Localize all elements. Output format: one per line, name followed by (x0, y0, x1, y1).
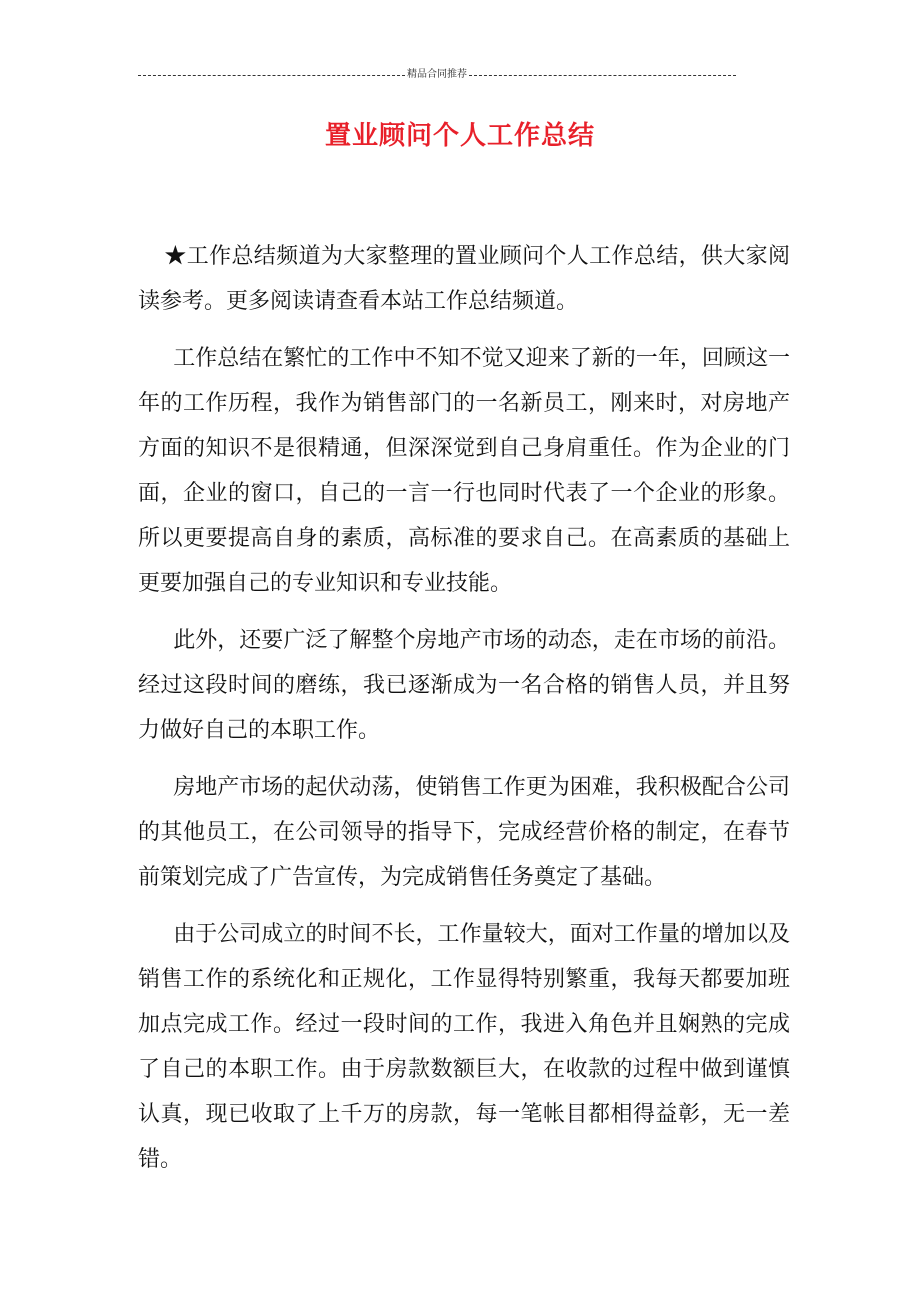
paragraph: 此外，还要广泛了解整个房地产市场的动态，走在市场的前沿。经过这段时间的磨练，我已逐渐成为一名合格的销售人员，并且努力做好自己的本职工作。 (138, 628, 790, 743)
document-title: 置业顾问个人工作总结 (324, 121, 595, 151)
paragraph: 房地产市场的起伏动荡，使销售工作更为困难，我积极配合公司的其他员工，在公司领导的指导下，完成经营价格的制定，在春节前策划完成了广告宣传，为完成销售任务奠定了基础。 (138, 775, 790, 890)
header-dash-right (469, 75, 736, 76)
paragraph: 工作总结在繁忙的工作中不知不觉又迎来了新的一年，回顾这一年的工作历程，我作为销售部门的一名新员工，刚来时，对房地产 方面的知识不是很精通，但深深觉到自己身肩重任。作为企业的门面，企业的窗口，自己的一言一行也同时代表了一个企业的形象。所以更要提高自身的素质，高标准的要求自己。在高素质的基础上更要加强自己的专业知识和专业技能。 (138, 346, 790, 596)
page-header (138, 68, 736, 82)
document-body (138, 234, 790, 1194)
paragraph-intro: ★工作总结频道为大家整理的置业顾问个人工作总结，供大家阅读参考。更多阅读请查看本站工作总结频道。 (138, 244, 790, 314)
header-label: 精品合同推荐 (407, 69, 467, 80)
paragraph: 由于公司成立的时间不长，工作量较大，面对工作量的增加以及销售工作的系统化和正规化，工作显得特别繁重，我每天都要加班加点完成工作。经过一段时间的工作，我进入角色并且娴熟的完成了自己的本职工作。由于房款数额巨大，在收款的过程中做到谨慎认真，现已收取了上千万的房款，每一笔帐目都相得益彰，无一差错。 (138, 922, 790, 1172)
header-dash-left (138, 75, 405, 76)
